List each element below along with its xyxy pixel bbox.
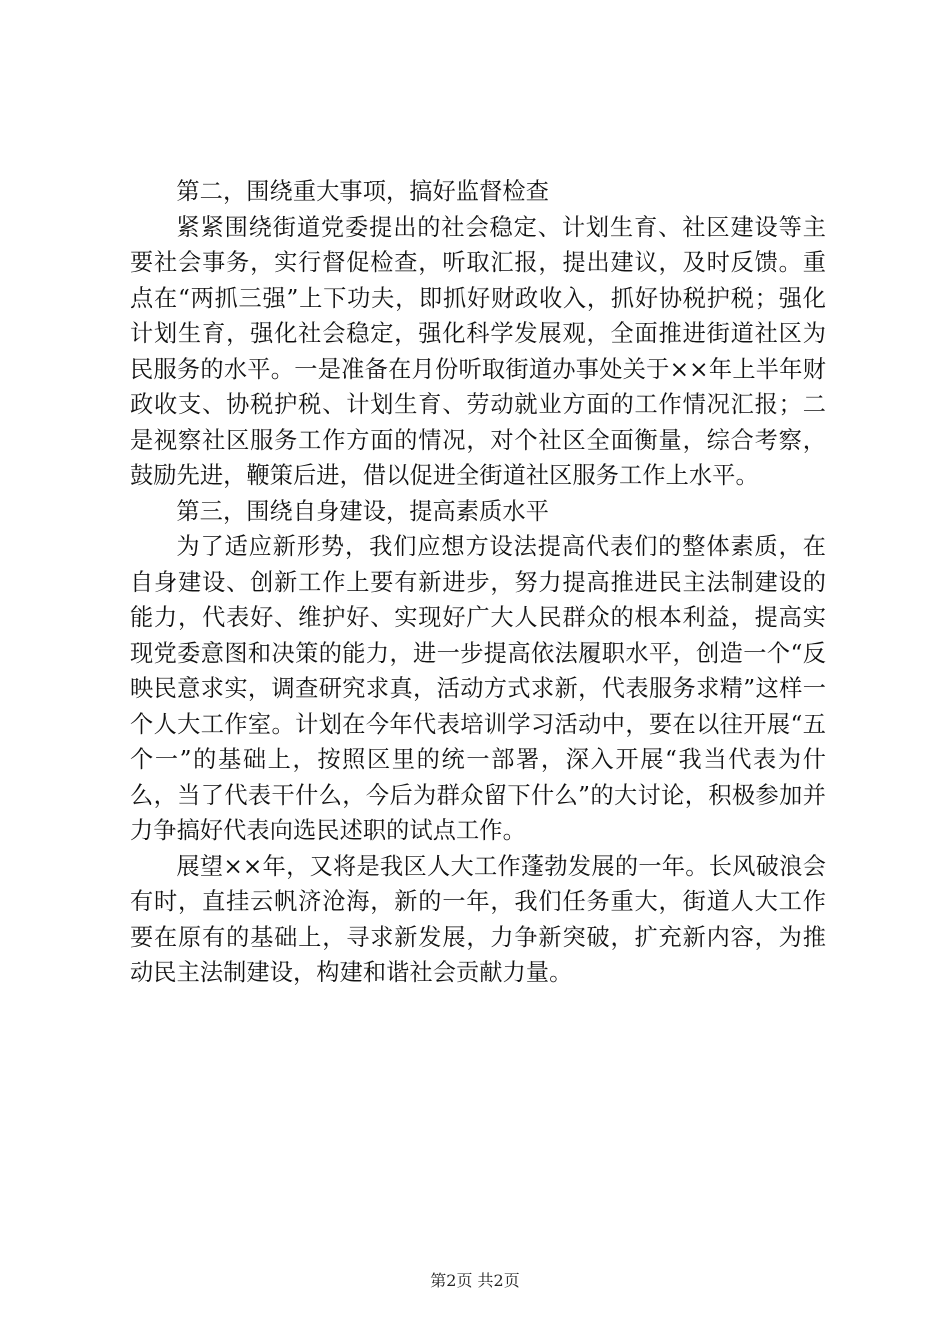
body-paragraph: 紧紧围绕街道党委提出的社会稳定、计划生育、社区建设等主要社会事务，实行督促检查，听取汇报，提出建议，及时反馈。重点在“两抓三强”上下功夫，即抓好财政收入，抓好协税护税；强化计划生育，强化社会稳定，强化科学发展观，全面推进街道社区为民服务的水平。一是准备在月份听取街道办事处关于××年上半年财政收支、协税护税、计划生育、劳动就业方面的工作情况汇报；二是视察社区服务工作方面的情况，对个社区全面衡量，综合考察，鼓励先进，鞭策后进，借以促进全街道社区服务工作上水平。 <box>130 213 826 489</box>
closing-paragraph: 展望××年，又将是我区人大工作蓬勃发展的一年。长风破浪会有时，直挂云帆济沧海，新的一年，我们任务重大，街道人大工作要在原有的基础上，寻求新发展，力争新突破，扩充新内容，为推动民主法制建设，构建和谐社会贡献力量。 <box>130 852 826 986</box>
section-heading-2: 第二，围绕重大事项，搞好监督检查 <box>176 178 549 205</box>
document-body <box>130 174 826 991</box>
page-number-footer: 第2页 共2页 <box>430 1271 520 1290</box>
section-heading-3: 第三，围绕自身建设，提高素质水平 <box>176 497 549 525</box>
body-paragraph: 为了适应新形势，我们应想方设法提高代表们的整体素质，在自身建设、创新工作上要有新进步，努力提高推进民主法制建设的能力，代表好、维护好、实现好广大人民群众的根本利益，提高实现党委意图和决策的能力，进一步提高依法履职水平，创造一个“反映民意求实，调查研究求真，活动方式求新，代表服务求精”这样一个人大工作室。计划在今年代表培训学习活动中，要在以往开展“五个一”的基础上，按照区里的统一部署，深入开展“我当代表为什么，当了代表干什么，今后为群众留下什么”的大讨论，积极参加并力争搞好代表向选民述职的试点工作。 <box>130 533 826 844</box>
